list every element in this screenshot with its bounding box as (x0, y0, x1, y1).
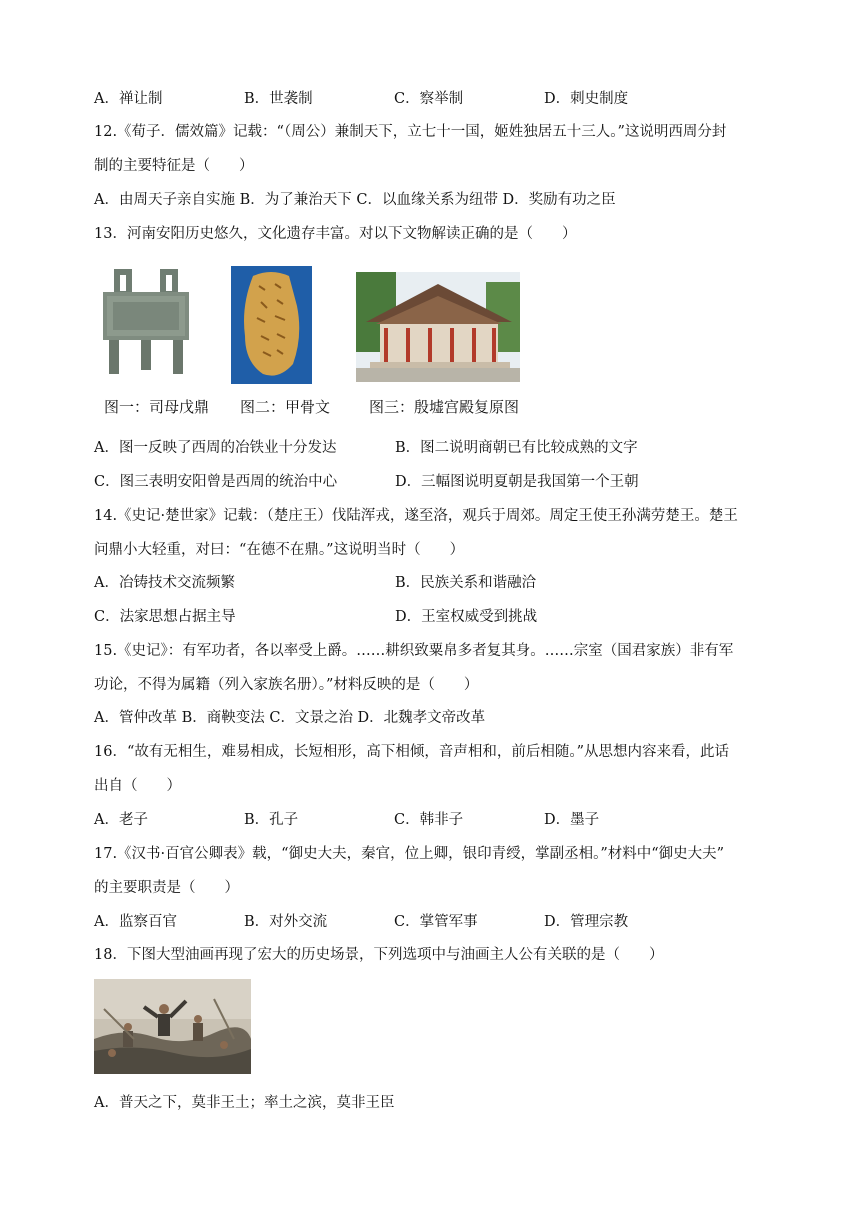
q14-option-d: D．王室权威受到挑战 (395, 609, 538, 625)
q12-stem-line1: 12.《荀子．儒效篇》记载：“（周公）兼制天下，立七十一国，姬姓独居五十三人。”这说明西周分封 (94, 124, 727, 140)
q17-option-c: C．掌管军事 (394, 914, 478, 930)
q14-options-row2 (94, 607, 774, 627)
q17-stem-line2: 的主要职责是（ ） (94, 880, 239, 896)
q17-option-a: A．监察百官 (94, 914, 177, 930)
q13-option-a: A．图一反映了西周的冶铁业十分发达 (94, 440, 337, 456)
q14-option-b: B．民族关系和谐融洽 (395, 575, 537, 591)
figure-caption-3: 图三：殷墟宫殿复原图 (369, 398, 520, 416)
oil-painting-image (94, 979, 251, 1074)
q16-option-c: C．韩非子 (394, 812, 464, 828)
q13-option-d: D．三幅图说明夏朝是我国第一个王朝 (395, 474, 639, 490)
q13-option-c: C．图三表明安阳曾是西周的统治中心 (94, 474, 338, 490)
q12-stem-line2: 制的主要特征是（ ） (94, 158, 254, 174)
q14-option-a: A．冶铸技术交流频繁 (94, 575, 235, 591)
q16-stem-line1: 16．“故有无相生，难易相成，长短相形，高下相倾，音声相和，前后相随。”从思想内容来看，此话 (94, 744, 730, 760)
q16-option-d: D．墨子 (544, 812, 600, 828)
q13-option-b: B．图二说明商朝已有比较成熟的文字 (395, 440, 638, 456)
figure-caption-1: 图一：司母戊鼎 (104, 398, 210, 416)
q15-stem-line2: 功论，不得为属籍（列入家族名册）。”材料反映的是（ ） (94, 677, 479, 693)
q11-option-a: A．禅让制 (94, 91, 163, 107)
q11-option-c: C．察举制 (394, 91, 464, 107)
q15-stem-line1: 15.《史记》：有军功者，各以率受上爵。……耕织致粟帛多者复其身。……宗室（国君家族）非有军 (94, 643, 734, 659)
q13-options-row1 (94, 438, 774, 458)
q18-stem: 18．下图大型油画再现了宏大的历史场景，下列选项中与油画主人公有关联的是（ ） (94, 947, 664, 963)
q11-options (94, 89, 774, 109)
figure-oracle-bone-image (231, 266, 312, 384)
q16-option-a: A．老子 (94, 812, 148, 828)
q15-options: A．管仲改革 B．商鞅变法 C．文景之治 D．北魏孝文帝改革 (94, 710, 486, 726)
q11-option-d: D．刺史制度 (544, 91, 629, 107)
q14-option-c: C．法家思想占据主导 (94, 609, 236, 625)
q17-option-d: D．管理宗教 (544, 914, 629, 930)
q16-stem-line2: 出自（ ） (94, 778, 181, 794)
q13-options-row2 (94, 472, 774, 492)
q17-option-b: B．对外交流 (244, 914, 328, 930)
q14-stem-line1: 14.《史记·楚世家》记载：（楚庄王）伐陆浑戎，遂至洛，观兵于周郊。周定王使王孙满劳楚王。楚王 (94, 508, 738, 524)
q16-options (94, 810, 774, 830)
q16-option-b: B．孔子 (244, 812, 299, 828)
q12-options: A．由周天子亲自实施 B．为了兼治天下 C．以血缘关系为纽带 D．奖励有功之臣 (94, 192, 616, 208)
q14-stem-line2: 问鼎小大轻重，对曰：“在德不在鼎。”这说明当时（ ） (94, 542, 465, 558)
figure-palace-image (356, 272, 520, 382)
q11-option-b: B．世袭制 (244, 91, 313, 107)
q18-option-a: A．普天之下，莫非王土；率土之滨，莫非王臣 (94, 1095, 395, 1111)
figure-caption-2: 图二：甲骨文 (240, 398, 331, 416)
q17-options (94, 912, 774, 932)
q17-stem-line1: 17.《汉书·百官公卿表》载，“御史大夫，秦官，位上卿，银印青绶，掌副丞相。”材料中“御史大夫” (94, 846, 725, 862)
figure-ding-image (97, 268, 195, 378)
q13-stem: 13．河南安阳历史悠久，文化遗存丰富。对以下文物解读正确的是（ ） (94, 226, 577, 242)
q14-options-row1 (94, 573, 774, 593)
